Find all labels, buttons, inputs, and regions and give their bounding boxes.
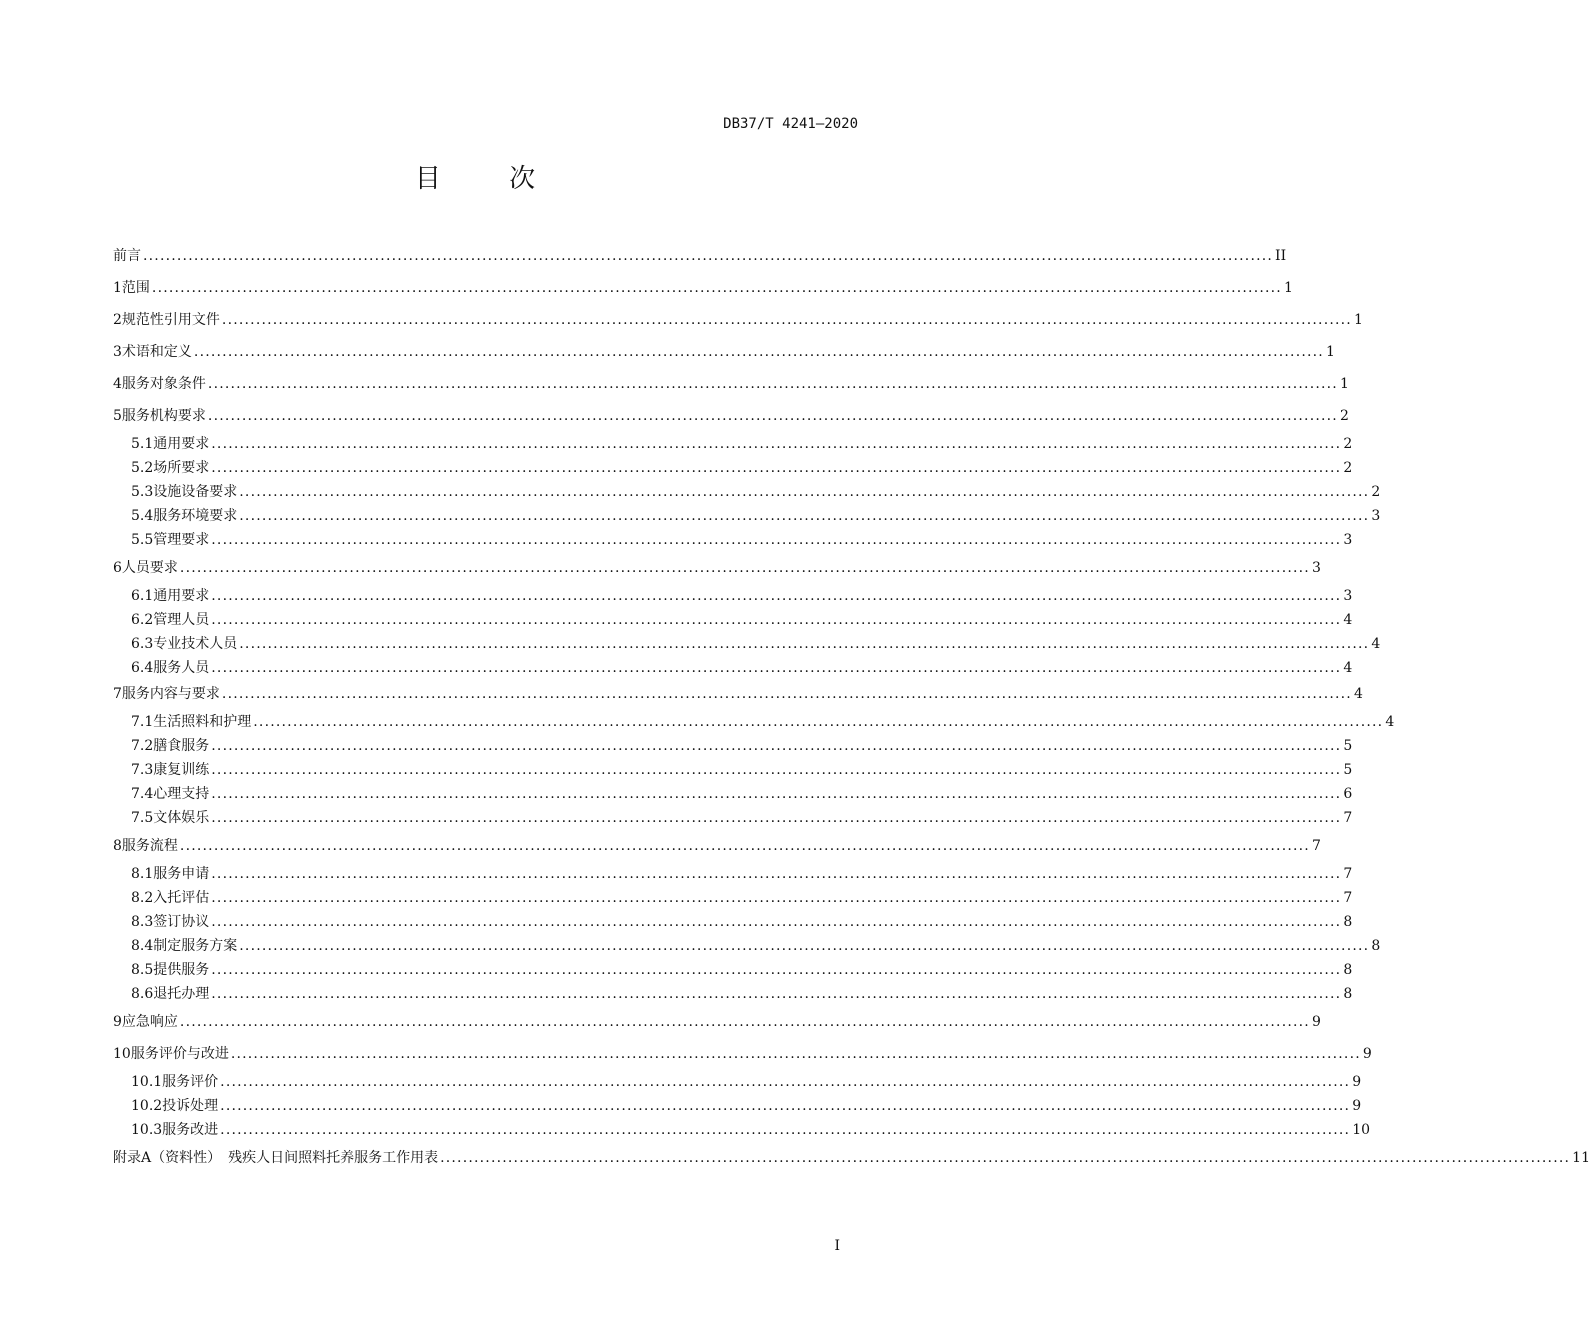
toc-entry[interactable] (113, 684, 1363, 704)
toc-entry-page: 2 (1339, 408, 1349, 424)
toc-entry-page: 3 (1371, 508, 1381, 524)
toc-entry-label: 服务环境要求 (153, 508, 238, 524)
toc-entry-page: 4 (1353, 686, 1363, 702)
toc-entry-number: 10.3 (131, 1122, 163, 1138)
toc-leader-dots: ........................................................................................................................................................................................................ (211, 890, 1342, 906)
toc-entry[interactable] (131, 888, 1353, 908)
toc-entry-label: 应急响应 (121, 1014, 178, 1030)
toc-entry-number: 6 (113, 560, 122, 576)
toc-entry-label: 场所要求 (153, 460, 210, 476)
toc-leader-dots: ........................................................................................................................................................................................................ (211, 786, 1342, 802)
toc-entry[interactable] (131, 1072, 1362, 1092)
toc-entry-number: 5 (113, 408, 122, 424)
toc-entry-page: 8 (1343, 986, 1353, 1002)
document-code: DB37/T 4241—2020 (723, 116, 858, 132)
toc-entry[interactable] (131, 936, 1381, 956)
toc-entry-label: 康复训练 (153, 762, 210, 778)
toc-leader-dots: ........................................................................................................................................................................................................ (221, 312, 1352, 328)
toc-entry-page: 1 (1283, 280, 1293, 296)
toc-entry-label: 术语和定义 (121, 344, 192, 360)
toc-entry-number: 8.1 (131, 866, 154, 882)
toc-entry-page: 8 (1371, 938, 1381, 954)
toc-entry-page: 8 (1343, 914, 1353, 930)
toc-leader-dots: ........................................................................................................................................................................................................ (211, 532, 1342, 548)
toc-leader-dots: ........................................................................................................................................................................................................ (211, 866, 1342, 882)
toc-leader-dots: ........................................................................................................................................................................................................ (143, 248, 1274, 264)
toc-entry-page: 2 (1371, 484, 1381, 500)
toc-entry-number: 7.3 (131, 762, 154, 778)
toc-entry-number: 1 (113, 280, 122, 296)
toc-leader-dots: ........................................................................................................................................................................................................ (440, 1150, 1571, 1166)
toc-entry-page: 5 (1343, 738, 1353, 754)
toc-entry-number: 8 (113, 838, 122, 854)
toc-entry[interactable] (113, 278, 1293, 298)
toc-entry[interactable] (131, 912, 1353, 932)
toc-entry-page: 4 (1343, 660, 1353, 676)
toc-leader-dots: ........................................................................................................................................................................................................ (211, 612, 1342, 628)
toc-entry-label: 规范性引用文件 (121, 312, 220, 328)
toc-entry-page: 1 (1353, 312, 1363, 328)
toc-entry[interactable] (131, 1096, 1362, 1116)
toc-entry-label: 通用要求 (153, 436, 210, 452)
toc-leader-dots: ........................................................................................................................................................................................................ (211, 762, 1342, 778)
toc-entry-number: 5.5 (131, 532, 154, 548)
toc-leader-dots: ........................................................................................................................................................................................................ (207, 376, 1338, 392)
toc-entry[interactable] (131, 434, 1353, 454)
toc-entry[interactable] (113, 1148, 1590, 1168)
toc-entry-label: 膳食服务 (153, 738, 210, 754)
toc-entry[interactable] (113, 342, 1335, 362)
toc-leader-dots: ........................................................................................................................................................................................................ (211, 436, 1342, 452)
toc-entry[interactable] (131, 760, 1353, 780)
toc-entry[interactable] (131, 458, 1353, 478)
toc-leader-dots: ........................................................................................................................................................................................................ (239, 484, 1370, 500)
toc-leader-dots: ........................................................................................................................................................................................................ (239, 636, 1370, 652)
toc-entry-number: 7 (113, 686, 122, 702)
toc-leader-dots: ........................................................................................................................................................................................................ (211, 660, 1342, 676)
toc-entry-page: 4 (1371, 636, 1381, 652)
toc-entry-page: 9 (1311, 1014, 1321, 1030)
toc-entry-page: 1 (1325, 344, 1335, 360)
toc-entry[interactable] (131, 984, 1353, 1004)
toc-entry-page: 2 (1343, 460, 1353, 476)
toc-entry-number: 5.1 (131, 436, 154, 452)
toc-leader-dots: ........................................................................................................................................................................................................ (179, 838, 1310, 854)
toc-entry-page: 3 (1343, 588, 1353, 604)
toc-entry-label: 服务内容与要求 (121, 686, 220, 702)
toc-entry[interactable] (131, 1120, 1371, 1140)
toc-entry[interactable] (131, 586, 1353, 606)
toc-entry[interactable] (113, 1012, 1321, 1032)
toc-leader-dots: ........................................................................................................................................................................................................ (221, 686, 1352, 702)
toc-leader-dots: ........................................................................................................................................................................................................ (230, 1046, 1361, 1062)
toc-leader-dots: ........................................................................................................................................................................................................ (211, 810, 1342, 826)
toc-leader-dots: ........................................................................................................................................................................................................ (220, 1122, 1351, 1138)
toc-entry-number: 10.2 (131, 1098, 163, 1114)
toc-entry-label: 制定服务方案 (153, 938, 238, 954)
toc-leader-dots: ........................................................................................................................................................................................................ (211, 914, 1342, 930)
toc-entry-page: 8 (1343, 962, 1353, 978)
toc-entry-label: 人员要求 (121, 560, 178, 576)
toc-entry-label: 服务对象条件 (121, 376, 206, 392)
page-number: I (834, 1238, 840, 1254)
toc-leader-dots: ........................................................................................................................................................................................................ (239, 938, 1370, 954)
toc-entry-number: 7.2 (131, 738, 154, 754)
toc-entry-number: 8.2 (131, 890, 154, 906)
toc-entry-number: 5.4 (131, 508, 154, 524)
toc-leader-dots: ........................................................................................................................................................................................................ (179, 560, 1310, 576)
toc-leader-dots: ........................................................................................................................................................................................................ (220, 1074, 1351, 1090)
toc-entry-label: 服务评价 (162, 1074, 219, 1090)
toc-entry-page: 10 (1352, 1122, 1371, 1138)
toc-entry[interactable] (113, 374, 1349, 394)
toc-entry-number: 8.5 (131, 962, 154, 978)
toc-entry-label: 服务评价与改进 (130, 1046, 229, 1062)
toc-entry-label: 服务流程 (121, 838, 178, 854)
toc-leader-dots: ........................................................................................................................................................................................................ (179, 1014, 1310, 1030)
toc-entry-label: 前言 (113, 248, 141, 264)
toc-entry-number: 10 (113, 1046, 131, 1062)
toc-entry-label: 心理支持 (153, 786, 210, 802)
toc-entry-page: 3 (1343, 532, 1353, 548)
toc-entry-number: 6.4 (131, 660, 154, 676)
toc-entry-page: 7 (1343, 890, 1353, 906)
toc-entry-label: 入托评估 (153, 890, 210, 906)
toc-leader-dots: ........................................................................................................................................................................................................ (211, 588, 1342, 604)
toc-entry-number: 6.2 (131, 612, 154, 628)
toc-leader-dots: ........................................................................................................................................................................................................ (211, 962, 1342, 978)
toc-entry-label: 附录A（资料性） 残疾人日间照料托养服务工作用表 (113, 1150, 439, 1166)
toc-entry[interactable] (113, 406, 1349, 426)
toc-entry-number: 8.4 (131, 938, 154, 954)
toc-leader-dots: ........................................................................................................................................................................................................ (207, 408, 1338, 424)
toc-entry[interactable] (131, 658, 1353, 678)
toc-entry-label: 通用要求 (153, 588, 210, 604)
toc-entry-page: 1 (1339, 376, 1349, 392)
toc-entry-label: 服务改进 (162, 1122, 219, 1138)
toc-entry-page: II (1275, 248, 1287, 264)
toc-entry-number: 3 (113, 344, 122, 360)
toc-leader-dots: ........................................................................................................................................................................................................ (239, 508, 1370, 524)
toc-entry[interactable] (131, 808, 1353, 828)
toc-entry-label: 提供服务 (153, 962, 210, 978)
toc-entry[interactable] (113, 310, 1363, 330)
toc-entry[interactable] (131, 784, 1353, 804)
toc-entry[interactable] (113, 246, 1287, 266)
toc-leader-dots: ........................................................................................................................................................................................................ (211, 460, 1342, 476)
toc-entry-number: 7.4 (131, 786, 154, 802)
toc-entry-label: 服务申请 (153, 866, 210, 882)
toc-leader-dots: ........................................................................................................................................................................................................ (211, 738, 1342, 754)
toc-entry-page: 7 (1343, 866, 1353, 882)
toc-entry-page: 11 (1572, 1150, 1590, 1166)
toc-entry-label: 退托办理 (153, 986, 210, 1002)
toc-entry-label: 专业技术人员 (153, 636, 238, 652)
toc-entry-label: 生活照料和护理 (153, 714, 252, 730)
toc-entry-label: 设施设备要求 (153, 484, 238, 500)
toc-leader-dots: ........................................................................................................................................................................................................ (151, 280, 1282, 296)
toc-entry[interactable] (131, 960, 1353, 980)
toc-entry[interactable] (131, 864, 1353, 884)
page-title: 目 次 (414, 164, 566, 194)
toc-entry-page: 3 (1311, 560, 1321, 576)
toc-entry-page: 7 (1343, 810, 1353, 826)
toc-entry-page: 4 (1343, 612, 1353, 628)
toc-entry-number: 6.3 (131, 636, 154, 652)
toc-entry-page: 7 (1311, 838, 1321, 854)
toc-entry[interactable] (131, 530, 1353, 550)
toc-entry-number: 6.1 (131, 588, 154, 604)
toc-entry-number: 8.3 (131, 914, 154, 930)
toc-entry[interactable] (131, 736, 1353, 756)
toc-entry-number: 4 (113, 376, 122, 392)
toc-leader-dots: ........................................................................................................................................................................................................ (253, 714, 1384, 730)
toc-entry-page: 9 (1362, 1046, 1372, 1062)
toc-entry[interactable] (131, 506, 1381, 526)
toc-entry-number: 7.1 (131, 714, 154, 730)
toc-leader-dots: ........................................................................................................................................................................................................ (220, 1098, 1351, 1114)
toc-entry-page: 9 (1352, 1098, 1362, 1114)
toc-entry-label: 服务人员 (153, 660, 210, 676)
toc-entry-number: 10.1 (131, 1074, 163, 1090)
toc-entry[interactable] (131, 482, 1381, 502)
toc-entry-label: 范围 (121, 280, 150, 296)
toc-entry[interactable] (113, 558, 1321, 578)
toc-entry-page: 5 (1343, 762, 1353, 778)
toc-leader-dots: ........................................................................................................................................................................................................ (211, 986, 1342, 1002)
toc-entry-number: 2 (113, 312, 122, 328)
toc-leader-dots: ........................................................................................................................................................................................................ (193, 344, 1324, 360)
toc-entry[interactable] (113, 836, 1321, 856)
toc-entry[interactable] (113, 1044, 1372, 1064)
toc-entry-label: 签订协议 (153, 914, 210, 930)
toc-entry-page: 4 (1385, 714, 1395, 730)
toc-entry-label: 投诉处理 (162, 1098, 219, 1114)
toc-entry-label: 管理人员 (153, 612, 210, 628)
toc-entry[interactable] (131, 610, 1353, 630)
toc-entry-number: 7.5 (131, 810, 154, 826)
toc-entry-page: 2 (1343, 436, 1353, 452)
toc-entry-page: 9 (1352, 1074, 1362, 1090)
toc-entry[interactable] (131, 634, 1381, 654)
toc-entry-number: 9 (113, 1014, 122, 1030)
toc-entry-number: 5.2 (131, 460, 154, 476)
toc-entry-number: 8.6 (131, 986, 154, 1002)
toc-entry-label: 服务机构要求 (121, 408, 206, 424)
toc-entry-label: 文体娱乐 (153, 810, 210, 826)
toc-entry[interactable] (131, 712, 1395, 732)
toc-entry-number: 5.3 (131, 484, 154, 500)
toc-entry-page: 6 (1343, 786, 1353, 802)
toc-entry-label: 管理要求 (153, 532, 210, 548)
